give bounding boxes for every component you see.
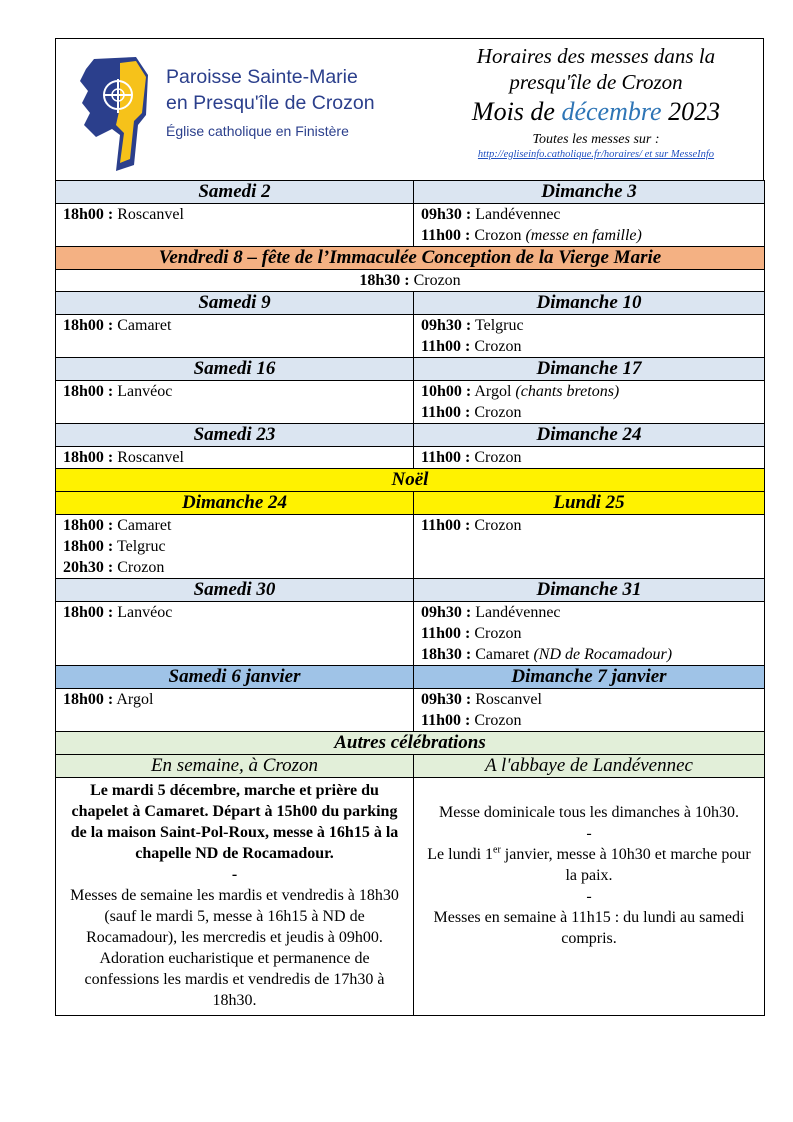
mass-entry <box>63 515 406 536</box>
mass-time: 18h00 : <box>63 449 114 466</box>
day-header-row <box>56 292 765 315</box>
other-header-row <box>56 755 765 778</box>
mass-entry <box>63 557 406 578</box>
feast-mass <box>56 270 765 292</box>
separator: - <box>586 825 592 842</box>
mass-place: Roscanvel <box>117 449 184 466</box>
day-header-row <box>56 424 765 447</box>
mass-row <box>56 204 765 247</box>
feast-mass-row <box>56 270 765 292</box>
day-header: Dimanche 10 <box>414 292 765 315</box>
schedule-cell <box>414 689 765 732</box>
page-title <box>436 43 756 162</box>
mass-time: 20h30 : <box>63 559 114 576</box>
mass-place: Roscanvel <box>117 206 184 223</box>
abbey-weekday-text: Messes en semaine à 11h15 : du lundi au samedi compris. <box>433 909 745 947</box>
weekday-masses-text: Messes de semaine les mardis et vendredis à 18h30 (sauf le mardi 5, messe à 16h15 à ND de Rocamadour), les mercredis et jeudis à 09h00. <box>70 887 399 946</box>
mass-time: 18h00 : <box>63 538 114 555</box>
mass-time: 09h30 : <box>421 206 472 223</box>
mass-time: 11h00 : <box>421 338 471 355</box>
mass-row <box>56 515 765 579</box>
mass-place: Lanvéoc <box>117 383 173 400</box>
mass-entry <box>421 315 757 336</box>
day-header-row <box>56 666 765 689</box>
parish-name-line1: Paroisse Sainte-Marie <box>166 66 358 88</box>
noel-title: Noël <box>56 469 765 492</box>
mass-time: 11h00 : <box>421 517 471 534</box>
mass-note: (messe en famille) <box>525 227 642 244</box>
mass-row <box>56 381 765 424</box>
mass-place: Telgruc <box>116 538 166 555</box>
separator: - <box>586 888 592 905</box>
parish-name <box>166 64 375 142</box>
mass-time: 18h00 : <box>63 517 114 534</box>
title-year: 2023 <box>668 97 721 126</box>
title-month-prefix: Mois de <box>471 97 555 126</box>
mass-entry <box>421 515 757 536</box>
mass-entry <box>63 602 406 623</box>
day-header: Dimanche 3 <box>414 181 765 204</box>
title-line2: presqu'île de Crozon <box>509 70 683 94</box>
mass-entry <box>63 536 406 557</box>
mass-place: Camaret <box>117 317 172 334</box>
day-header: Samedi 9 <box>56 292 414 315</box>
schedule-table <box>55 180 765 1016</box>
mass-place: Crozon <box>474 227 522 244</box>
masses-note: Toutes les messes sur : <box>532 132 660 147</box>
noel-title-row <box>56 469 765 492</box>
day-header-row <box>56 358 765 381</box>
schedule-cell <box>56 689 414 732</box>
jan1-ordinal: er <box>493 844 501 856</box>
mass-row <box>56 315 765 358</box>
mass-entry <box>421 710 757 731</box>
header <box>55 38 764 180</box>
mass-time: 11h00 : <box>421 404 471 421</box>
jan1-text <box>424 844 754 886</box>
mass-time: 11h00 : <box>421 712 471 729</box>
feast-title-row <box>56 247 765 270</box>
mass-time: 11h00 : <box>421 227 471 244</box>
mass-time: 18h30 : <box>359 272 410 289</box>
schedule-cell <box>414 315 765 358</box>
adoration-text: Adoration eucharistique et permanence de confessions les mardis et vendredis de 17h30 à 18h30. <box>84 950 385 1009</box>
day-header: Dimanche 31 <box>414 579 765 602</box>
other-body-row <box>56 778 765 1016</box>
day-header-row <box>56 492 765 515</box>
day-header: Dimanche 24 <box>56 492 414 515</box>
schedule-cell <box>414 602 765 666</box>
mass-row <box>56 602 765 666</box>
mass-row <box>56 447 765 469</box>
mass-place: Telgruc <box>474 317 524 334</box>
schedule-cell <box>56 515 414 579</box>
title-month: décembre <box>561 97 662 126</box>
mass-time: 18h00 : <box>63 691 114 708</box>
day-header: Dimanche 17 <box>414 358 765 381</box>
day-header: Samedi 2 <box>56 181 414 204</box>
jan1-text-a: Le lundi 1 <box>427 846 494 863</box>
mass-place: Camaret <box>117 517 172 534</box>
mass-entry <box>421 447 757 468</box>
mass-place: Crozon <box>474 712 522 729</box>
mass-entry <box>421 204 757 225</box>
mass-place: Crozon <box>474 517 522 534</box>
mass-time: 09h30 : <box>421 691 472 708</box>
mass-entry <box>63 689 406 710</box>
mass-place: Camaret <box>475 646 530 663</box>
parish-subtitle: Église catholique en Finistère <box>166 123 349 139</box>
day-header: Lundi 25 <box>414 492 765 515</box>
day-header: Dimanche 24 <box>414 424 765 447</box>
schedule-page <box>55 38 764 1016</box>
jan1-text-b: janvier, messe à 10h30 et marche pour la paix. <box>500 846 751 884</box>
mass-place: Roscanvel <box>475 691 542 708</box>
feast-title: Vendredi 8 – fête de l’Immaculée Conception de la Vierge Marie <box>56 247 765 270</box>
mass-row <box>56 689 765 732</box>
mass-place: Crozon <box>117 559 165 576</box>
mass-entry <box>421 402 757 423</box>
mass-time: 10h00 : <box>421 383 472 400</box>
title-month-line <box>436 96 756 128</box>
day-header: Dimanche 7 janvier <box>414 666 765 689</box>
mass-time: 18h00 : <box>63 206 114 223</box>
mass-entry <box>63 381 406 402</box>
schedule-cell <box>56 447 414 469</box>
schedule-cell <box>56 204 414 247</box>
parish-name-line2: en Presqu'île de Crozon <box>166 92 375 114</box>
mass-time: 18h00 : <box>63 383 114 400</box>
mass-entry <box>421 623 757 644</box>
mass-entry <box>421 225 757 246</box>
other-right-header: A l'abbaye de Landévennec <box>414 755 765 778</box>
mass-place: Crozon <box>474 338 522 355</box>
mass-place: Crozon <box>474 449 522 466</box>
mass-place: Crozon <box>413 272 461 289</box>
day-header: Samedi 23 <box>56 424 414 447</box>
day-header: Samedi 6 janvier <box>56 666 414 689</box>
rosary-walk-text: Le mardi 5 décembre, marche et prière du chapelet à Camaret. Départ à 15h00 du parking de la maison Saint-Pol-Roux, messe à 16h15 à la chapelle ND de Rocamadour. <box>70 782 399 862</box>
mass-entry <box>421 381 757 402</box>
other-left-header: En semaine, à Crozon <box>56 755 414 778</box>
mass-entry <box>421 602 757 623</box>
day-header-row <box>56 579 765 602</box>
masses-link[interactable]: http://egliseinfo.catholique.fr/horaires/ et sur MesseInfo <box>477 149 715 160</box>
mass-time: 09h30 : <box>421 317 472 334</box>
mass-entry <box>63 204 406 225</box>
schedule-cell <box>56 381 414 424</box>
mass-time: 09h30 : <box>421 604 472 621</box>
separator: - <box>231 866 238 883</box>
day-header: Samedi 30 <box>56 579 414 602</box>
day-header-row <box>56 181 765 204</box>
mass-time: 11h00 : <box>421 625 471 642</box>
other-title: Autres célébrations <box>56 732 765 755</box>
mass-place: Argol <box>474 383 512 400</box>
mass-time: 18h00 : <box>63 604 114 621</box>
mass-entry <box>421 689 757 710</box>
mass-time: 11h00 : <box>421 449 471 466</box>
mass-entry <box>421 336 757 357</box>
sunday-mass-text: Messe dominicale tous les dimanches à 10h30. <box>439 804 739 821</box>
other-title-row <box>56 732 765 755</box>
mass-entry <box>63 315 406 336</box>
schedule-cell <box>414 447 765 469</box>
mass-note: (ND de Rocamadour) <box>533 646 673 663</box>
schedule-cell <box>56 602 414 666</box>
mass-note: (chants bretons) <box>515 383 620 400</box>
title-line1: Horaires des messes dans la <box>476 44 716 68</box>
weekday-celebrations <box>56 778 414 1016</box>
day-header: Samedi 16 <box>56 358 414 381</box>
abbey-celebrations <box>414 778 765 1016</box>
mass-place: Landévennec <box>475 206 561 223</box>
mass-place: Landévennec <box>475 604 561 621</box>
mass-entry <box>63 447 406 468</box>
mass-place: Lanvéoc <box>117 604 173 621</box>
schedule-cell <box>414 515 765 579</box>
mass-place: Argol <box>116 691 154 708</box>
schedule-cell <box>414 204 765 247</box>
mass-entry <box>421 644 757 665</box>
mass-place: Crozon <box>474 404 522 421</box>
schedule-cell <box>414 381 765 424</box>
mass-place: Crozon <box>474 625 522 642</box>
mass-time: 18h30 : <box>421 646 472 663</box>
schedule-cell <box>56 315 414 358</box>
mass-time: 18h00 : <box>63 317 114 334</box>
parish-logo-icon <box>76 55 152 175</box>
